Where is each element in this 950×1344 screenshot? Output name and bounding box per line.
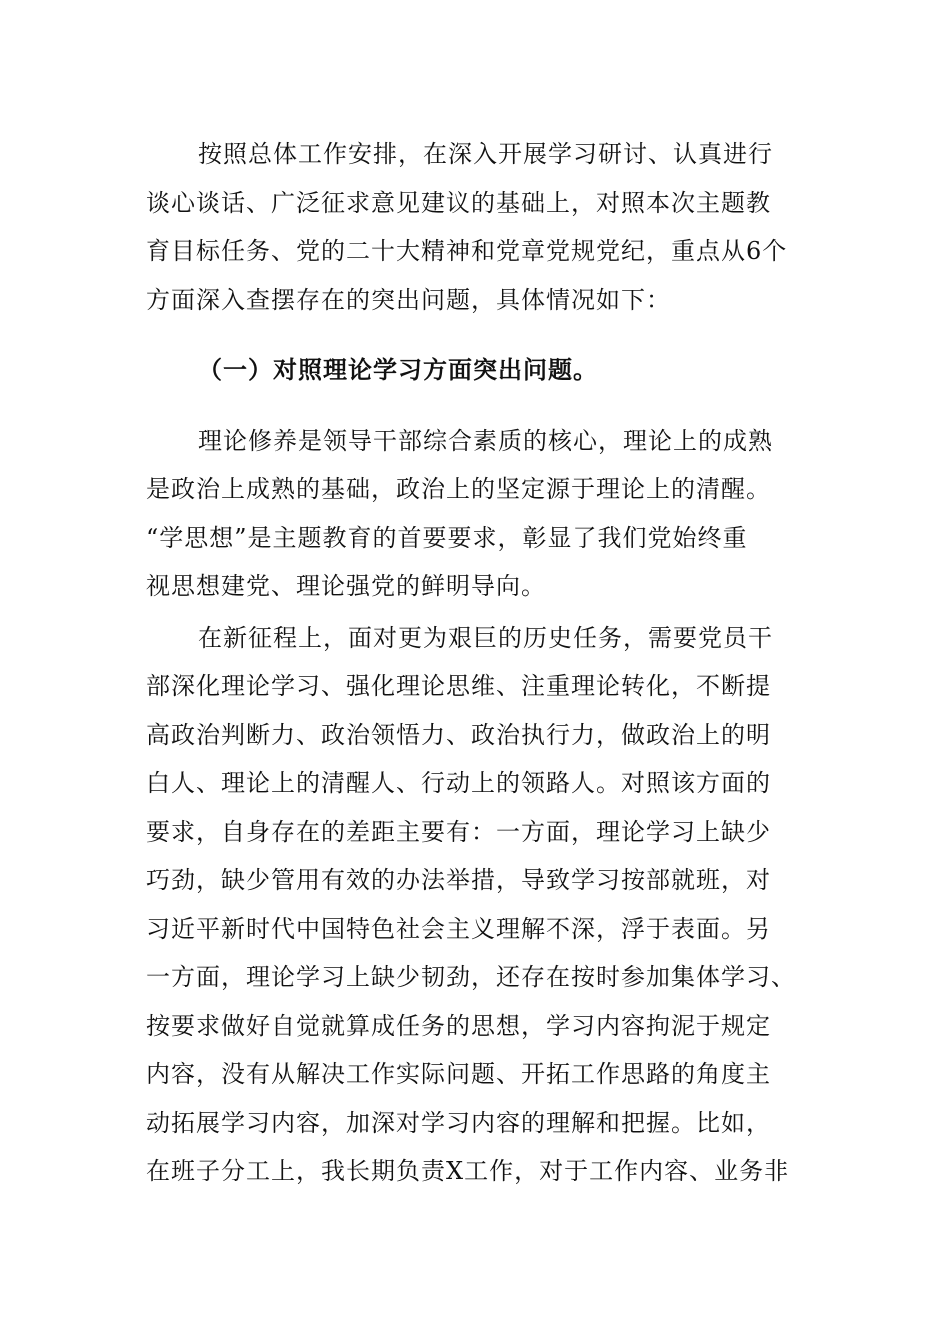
paragraph-line: “学思想”是主题教育的首要要求，彰显了我们党始终重 [146,523,748,552]
paragraph-line: 是政治上成熟的基础，政治上的坚定源于理论上的清醒。 [146,475,771,503]
intro-paragraph [146,130,806,324]
paragraph-line: 在班子分工上，我长期负责X工作，对于工作内容、业务非 [146,1157,790,1185]
paragraph-line: 方面深入查摆存在的突出问题，具体情况如下： [146,285,671,314]
paragraph-line: 育目标任务、党的二十大精神和党章党规党纪，重点从6个 [146,237,788,265]
paragraph-line: 在新征程上，面对更为艰巨的历史任务，需要党员干 [198,623,773,652]
paragraph-line: 按照总体工作安排，在深入开展学习研讨、认真进行 [198,140,773,168]
paragraph-line: 按要求做好自觉就算成任务的思想，学习内容拘泥于规定 [146,1011,771,1040]
paragraph-line: 视思想建党、理论强党的鲜明导向。 [146,572,546,600]
document-body [146,130,806,1196]
paragraph-line: 部深化理论学习、强化理论思维、注重理论转化，不断提 [146,672,771,700]
paragraph-line: 谈心谈话、广泛征求意见建议的基础上，对照本次主题教 [146,188,771,217]
paragraph-line: 高政治判断力、政治领悟力、政治执行力，做政治上的明 [146,720,771,749]
paragraph-line: 内容，没有从解决工作实际问题、开拓工作思路的角度主 [146,1060,771,1088]
paragraph-line: 动拓展学习内容，加深对学习内容的理解和把握。比如， [146,1108,771,1137]
paragraph-line: 白人、理论上的清醒人、行动上的领路人。对照该方面的 [146,769,771,797]
paragraph-line: 巧劲，缺少管用有效的办法举措，导致学习按部就班，对 [146,866,771,894]
body-paragraph-theory [146,417,806,611]
section-heading: （一）对照理论学习方面突出问题。 [198,356,598,384]
paragraph-line: 一方面，理论学习上缺少韧劲，还存在按时参加集体学习、 [146,963,796,991]
paragraph-line: 理论修养是领导干部综合素质的核心，理论上的成熟 [198,426,773,455]
body-paragraph-new-journey [146,614,806,1196]
paragraph-line: 习近平新时代中国特色社会主义理解不深，浮于表面。另 [146,914,771,943]
paragraph-line: 要求，自身存在的差距主要有：一方面，理论学习上缺少 [146,817,771,846]
